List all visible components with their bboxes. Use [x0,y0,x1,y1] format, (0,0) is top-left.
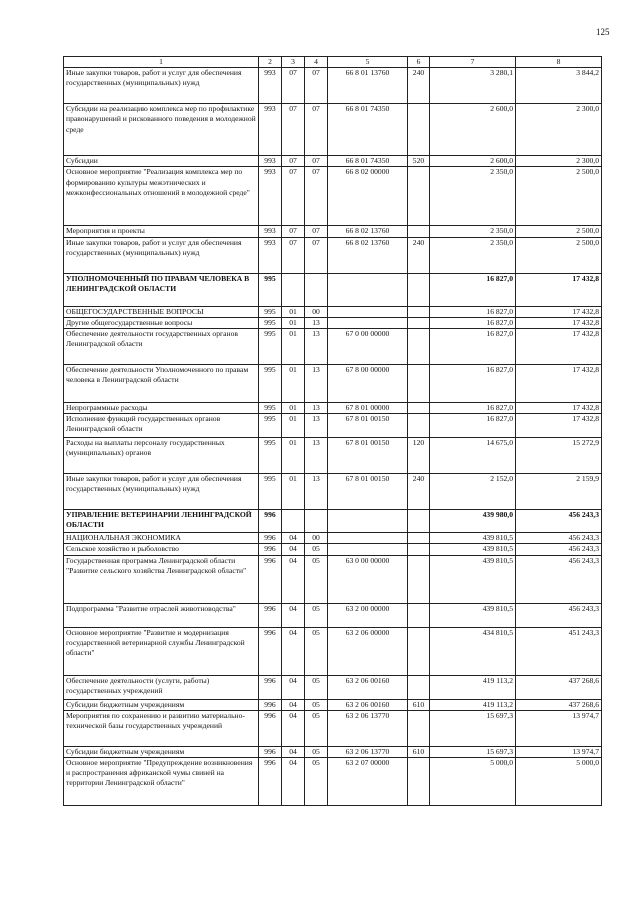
row-amount-year2: 17 432,8 [516,329,602,365]
page-number: 125 [596,27,610,37]
row-name: Иные закупки товаров, работ и услуг для обеспечения государственных (муниципальных) нужд [64,68,259,104]
row-amount-year1: 2 152,0 [430,474,516,510]
row-section: 07 [282,226,305,237]
row-amount-year1: 419 113,2 [430,699,516,710]
row-target-article: 66 8 01 13760 [328,68,408,104]
row-subsection: 13 [305,414,328,438]
row-name: Мероприятия по сохранению и развитию материально-технической базы государственных учреждений [64,710,259,746]
row-target-article [328,533,408,544]
row-subsection: 07 [305,104,328,156]
row-amount-year2: 2 500,0 [516,167,602,226]
row-expense-type: 610 [408,699,430,710]
row-expense-type [408,675,430,699]
row-amount-year2: 17 432,8 [516,306,602,317]
row-target-article: 63 0 00 00000 [328,555,408,603]
row-amount-year2: 2 300,0 [516,156,602,167]
row-code: 996 [259,627,282,675]
row-target-article [328,306,408,317]
table-row [64,167,602,226]
row-name: Подпрограмма "Развитие отраслей животноводства" [64,603,259,627]
row-section: 07 [282,167,305,226]
row-section: 07 [282,237,305,273]
column-header: 5 [328,57,408,68]
row-section: 01 [282,306,305,317]
row-target-article [328,317,408,328]
row-target-article: 66 8 01 74350 [328,156,408,167]
row-code: 996 [259,510,282,533]
row-subsection: 07 [305,237,328,273]
row-code: 996 [259,758,282,806]
row-amount-year1: 439 810,5 [430,533,516,544]
row-name: Другие общегосударственные вопросы [64,317,259,328]
row-section: 07 [282,68,305,104]
row-subsection: 05 [305,555,328,603]
row-section: 01 [282,365,305,403]
row-target-article: 63 2 06 13770 [328,746,408,757]
row-code: 995 [259,403,282,414]
row-target-article: 67 0 00 00000 [328,329,408,365]
row-subsection: 00 [305,306,328,317]
row-name: УПРАВЛЕНИЕ ВЕТЕРИНАРИИ ЛЕНИНГРАДСКОЙ ОБЛАСТИ [64,510,259,533]
row-amount-year1: 439 810,5 [430,603,516,627]
row-amount-year2: 17 432,8 [516,414,602,438]
row-target-article: 66 8 01 74350 [328,104,408,156]
table-row [64,317,602,328]
row-subsection: 05 [305,627,328,675]
row-section: 01 [282,438,305,474]
row-amount-year2: 3 844,2 [516,68,602,104]
row-section: 01 [282,403,305,414]
row-name: Субсидии [64,156,259,167]
row-amount-year1: 3 280,1 [430,68,516,104]
row-name: Иные закупки товаров, работ и услуг для обеспечения государственных (муниципальных) нужд [64,237,259,273]
table-row [64,156,602,167]
row-expense-type [408,627,430,675]
row-amount-year1: 2 600,0 [430,156,516,167]
row-section: 01 [282,474,305,510]
row-code: 993 [259,226,282,237]
row-amount-year2: 13 974,7 [516,746,602,757]
row-name: Исполнение функций государственных органов Ленинградской области [64,414,259,438]
column-header: 4 [305,57,328,68]
table-row [64,403,602,414]
table-row [64,627,602,675]
row-expense-type [408,226,430,237]
row-target-article: 63 2 06 00000 [328,627,408,675]
row-code: 995 [259,474,282,510]
table-row [64,544,602,555]
row-amount-year1: 16 827,0 [430,273,516,306]
row-expense-type [408,306,430,317]
row-target-article [328,544,408,555]
row-expense-type [408,510,430,533]
row-section: 04 [282,555,305,603]
row-amount-year2: 456 243,3 [516,533,602,544]
row-name: Государственная программа Ленинградской области "Развитие сельского хозяйства Ленинградской области" [64,555,259,603]
row-subsection: 05 [305,746,328,757]
row-expense-type [408,710,430,746]
row-amount-year2: 2 300,0 [516,104,602,156]
row-amount-year1: 439 980,0 [430,510,516,533]
row-section: 04 [282,710,305,746]
table-row [64,555,602,603]
row-code: 993 [259,167,282,226]
table-row [64,758,602,806]
row-section: 07 [282,104,305,156]
row-amount-year1: 14 675,0 [430,438,516,474]
row-expense-type [408,555,430,603]
row-target-article [328,273,408,306]
row-amount-year1: 16 827,0 [430,329,516,365]
row-section: 04 [282,603,305,627]
row-amount-year1: 434 810,5 [430,627,516,675]
table-row [64,329,602,365]
row-name: Обеспечение деятельности Уполномоченного по правам человека в Ленинградской области [64,365,259,403]
row-expense-type [408,329,430,365]
row-amount-year2: 456 243,3 [516,603,602,627]
table-row [64,510,602,533]
row-target-article: 63 2 06 00160 [328,675,408,699]
row-expense-type: 240 [408,68,430,104]
row-amount-year1: 15 697,3 [430,746,516,757]
row-name: Иные закупки товаров, работ и услуг для обеспечения государственных (муниципальных) нужд [64,474,259,510]
row-name: Субсидии бюджетным учреждениям [64,699,259,710]
table-row [64,237,602,273]
table-row [64,710,602,746]
row-name: Обеспечение деятельности (услуги, работы) государственных учреждений [64,675,259,699]
row-amount-year2: 17 432,8 [516,365,602,403]
row-code: 996 [259,710,282,746]
row-subsection [305,273,328,306]
row-name: Расходы на выплаты персоналу государственных (муниципальных) органов [64,438,259,474]
table-row [64,474,602,510]
row-code: 996 [259,699,282,710]
column-header: 2 [259,57,282,68]
column-header: 3 [282,57,305,68]
row-amount-year2: 17 432,8 [516,273,602,306]
row-target-article: 67 8 00 00000 [328,365,408,403]
row-amount-year2: 17 432,8 [516,403,602,414]
row-amount-year2: 2 159,9 [516,474,602,510]
row-name: Мероприятия и проекты [64,226,259,237]
row-subsection: 07 [305,156,328,167]
row-amount-year2: 451 243,3 [516,627,602,675]
row-expense-type: 120 [408,438,430,474]
row-subsection: 07 [305,68,328,104]
table-row [64,438,602,474]
row-code: 993 [259,156,282,167]
row-name: Основное мероприятие "Развитие и модернизация государственной ветеринарной службы Ленинградской области" [64,627,259,675]
row-amount-year2: 437 268,6 [516,699,602,710]
column-header: 7 [430,57,516,68]
row-section: 04 [282,758,305,806]
table-row [64,306,602,317]
row-amount-year2: 456 243,3 [516,555,602,603]
row-section [282,273,305,306]
row-expense-type [408,414,430,438]
row-expense-type [408,273,430,306]
row-section: 04 [282,627,305,675]
row-amount-year1: 16 827,0 [430,403,516,414]
row-target-article: 67 8 01 00150 [328,438,408,474]
row-expense-type [408,317,430,328]
row-expense-type [408,365,430,403]
row-subsection: 00 [305,533,328,544]
row-subsection: 13 [305,474,328,510]
table-row [64,104,602,156]
row-code: 996 [259,675,282,699]
row-amount-year1: 16 827,0 [430,365,516,403]
row-target-article: 67 8 01 00150 [328,474,408,510]
row-section [282,510,305,533]
row-amount-year1: 16 827,0 [430,414,516,438]
row-target-article [328,510,408,533]
row-amount-year2: 456 243,3 [516,510,602,533]
row-name: Основное мероприятие "Реализация комплекса мер по формированию культуры межэтнических и межконфессиональных отношений в молодежной среде" [64,167,259,226]
table-row [64,533,602,544]
column-header: 1 [64,57,259,68]
row-name: ОБЩЕГОСУДАРСТВЕННЫЕ ВОПРОСЫ [64,306,259,317]
row-code: 995 [259,414,282,438]
row-expense-type [408,544,430,555]
row-code: 995 [259,329,282,365]
row-amount-year1: 439 810,5 [430,555,516,603]
row-subsection: 05 [305,699,328,710]
row-code: 993 [259,237,282,273]
row-amount-year2: 456 243,3 [516,544,602,555]
row-section: 01 [282,329,305,365]
row-section: 04 [282,533,305,544]
table-row [64,603,602,627]
row-amount-year1: 2 350,0 [430,226,516,237]
table-row [64,699,602,710]
row-amount-year1: 16 827,0 [430,306,516,317]
row-section: 04 [282,544,305,555]
column-header: 8 [516,57,602,68]
row-name: Субсидии на реализацию комплекса мер по профилактике правонарушений и рискованного поведения в молодежной среде [64,104,259,156]
row-target-article: 67 8 01 00000 [328,403,408,414]
column-header: 6 [408,57,430,68]
row-subsection: 07 [305,167,328,226]
row-amount-year2: 15 272,9 [516,438,602,474]
row-amount-year1: 419 113,2 [430,675,516,699]
row-amount-year1: 15 697,3 [430,710,516,746]
row-code: 995 [259,438,282,474]
row-amount-year2: 2 500,0 [516,237,602,273]
row-name: Непрограммные расходы [64,403,259,414]
row-amount-year1: 16 827,0 [430,317,516,328]
row-subsection: 05 [305,710,328,746]
row-code: 993 [259,68,282,104]
row-expense-type [408,533,430,544]
row-expense-type [408,603,430,627]
row-target-article: 66 8 02 13760 [328,226,408,237]
row-expense-type: 520 [408,156,430,167]
table-row [64,365,602,403]
row-code: 996 [259,555,282,603]
row-target-article: 63 2 06 13770 [328,710,408,746]
row-amount-year2: 2 500,0 [516,226,602,237]
row-name: УПОЛНОМОЧЕННЫЙ ПО ПРАВАМ ЧЕЛОВЕКА В ЛЕНИНГРАДСКОЙ ОБЛАСТИ [64,273,259,306]
row-amount-year2: 437 268,6 [516,675,602,699]
row-subsection: 13 [305,329,328,365]
row-amount-year2: 13 974,7 [516,710,602,746]
row-subsection: 07 [305,226,328,237]
budget-table [63,56,602,806]
row-amount-year1: 2 350,0 [430,237,516,273]
row-expense-type [408,758,430,806]
table-row [64,746,602,757]
row-name: Сельское хозяйство и рыболовство [64,544,259,555]
row-code: 995 [259,365,282,403]
row-amount-year1: 5 000,0 [430,758,516,806]
row-code: 995 [259,306,282,317]
row-expense-type: 240 [408,237,430,273]
row-name: Основное мероприятие "Предупреждение возникновения и распространения африканской чумы свиней на территории Ленинградской области" [64,758,259,806]
row-target-article: 67 8 01 00150 [328,414,408,438]
row-amount-year1: 2 600,0 [430,104,516,156]
row-subsection: 13 [305,403,328,414]
row-amount-year1: 2 350,0 [430,167,516,226]
row-section: 04 [282,675,305,699]
row-expense-type [408,104,430,156]
row-expense-type [408,167,430,226]
row-expense-type: 240 [408,474,430,510]
row-code: 996 [259,603,282,627]
row-subsection: 13 [305,438,328,474]
row-amount-year2: 5 000,0 [516,758,602,806]
row-name: Субсидии бюджетным учреждениям [64,746,259,757]
row-code: 996 [259,746,282,757]
row-code: 995 [259,317,282,328]
table-row [64,273,602,306]
row-subsection: 05 [305,544,328,555]
row-name: Обеспечение деятельности государственных органов Ленинградской области [64,329,259,365]
row-section: 01 [282,414,305,438]
row-target-article: 63 2 07 00000 [328,758,408,806]
row-amount-year2: 17 432,8 [516,317,602,328]
row-target-article: 66 8 02 00000 [328,167,408,226]
row-subsection: 05 [305,758,328,806]
row-section: 04 [282,699,305,710]
row-subsection [305,510,328,533]
row-subsection: 13 [305,317,328,328]
row-expense-type [408,403,430,414]
row-section: 01 [282,317,305,328]
column-numbers-row [64,57,602,68]
row-target-article: 66 8 02 13760 [328,237,408,273]
table-row [64,226,602,237]
row-code: 996 [259,544,282,555]
row-amount-year1: 439 810,5 [430,544,516,555]
row-subsection: 13 [305,365,328,403]
table-row [64,68,602,104]
row-target-article: 63 2 00 00000 [328,603,408,627]
row-expense-type: 610 [408,746,430,757]
table-row [64,675,602,699]
row-name: НАЦИОНАЛЬНАЯ ЭКОНОМИКА [64,533,259,544]
row-code: 993 [259,104,282,156]
row-subsection: 05 [305,675,328,699]
table-row [64,414,602,438]
row-section: 04 [282,746,305,757]
row-subsection: 05 [305,603,328,627]
row-code: 996 [259,533,282,544]
row-code: 995 [259,273,282,306]
row-target-article: 63 2 06 00160 [328,699,408,710]
row-section: 07 [282,156,305,167]
